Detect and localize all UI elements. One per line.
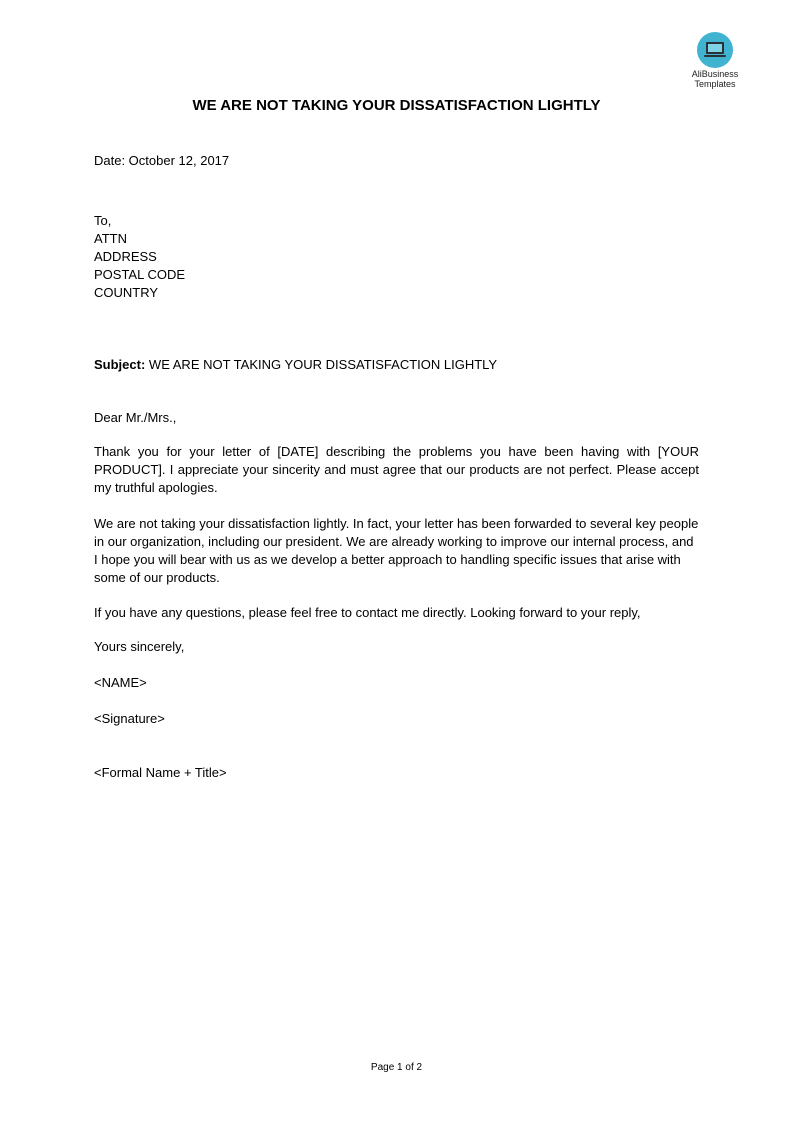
brand-logo xyxy=(682,32,748,89)
recipient-address: ADDRESS xyxy=(94,249,157,264)
recipient-country: COUNTRY xyxy=(94,285,159,300)
subject-line xyxy=(94,356,497,374)
subject-text: WE ARE NOT TAKING YOUR DISSATISFACTION LIGHTLY xyxy=(148,357,498,372)
logo-line-1: AliBusiness xyxy=(691,69,739,79)
signature-placeholder: <Signature> xyxy=(94,711,165,726)
recipient-attn: ATTN xyxy=(94,231,127,246)
paragraph-3: If you have any questions, please feel free to contact me directly. Looking forward to your reply, xyxy=(94,605,641,620)
paragraph-2: We are not taking your dissatisfaction lightly. In fact, your letter has been forwarded to several key people in our organization, including our president. We are already working to improve our internal process, and I hope you will bear with us as we develop a better approach to handling specific issues that arise with some of our products. xyxy=(94,516,699,585)
document-title: WE ARE NOT TAKING YOUR DISSATISFACTION LIGHTLY xyxy=(192,97,601,114)
logo-line-2: Templates xyxy=(694,79,736,89)
laptop-icon xyxy=(697,32,733,68)
recipient-to: To, xyxy=(94,213,112,228)
letter-date: Date: October 12, 2017 xyxy=(94,153,230,168)
logo-text xyxy=(682,69,748,89)
formal-name-title: <Formal Name + Title> xyxy=(94,765,227,780)
salutation: Dear Mr./Mrs., xyxy=(94,410,177,425)
subject-label: Subject: xyxy=(94,357,146,372)
recipient-block xyxy=(94,212,185,302)
sender-name: <NAME> xyxy=(94,675,147,690)
paragraph-1: Thank you for your letter of [DATE] describing the problems you have been having with [YOUR PRODUCT]. I appreciate your sincerity and must agree that our products are not perfect. Please accept my truthful apologies. xyxy=(94,444,699,495)
closing: Yours sincerely, xyxy=(94,639,185,654)
recipient-postal-code: POSTAL CODE xyxy=(94,267,186,282)
page-number: Page 1 of 2 xyxy=(370,1062,423,1073)
